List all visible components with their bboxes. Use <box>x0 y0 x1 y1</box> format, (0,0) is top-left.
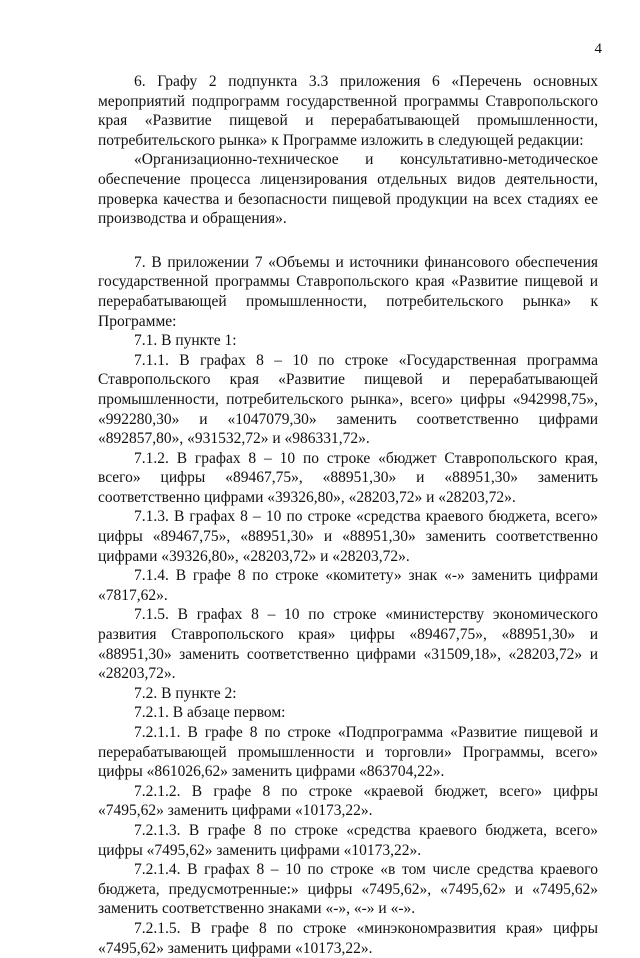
paragraph-7-1: 7.1. В пункте 1: <box>134 332 237 350</box>
paragraph-7: 7. В приложении 7 «Объемы и источники финансового обеспечения государственной программы Ставропольского края «Развитие пищевой и перерабатывающей промышленности, потребительского рынка» к Программе: <box>98 253 598 330</box>
paragraph-7-2-1-2: 7.2.1.2. В графе 8 по строке «краевой бюджет, всего» цифры «7495,62» заменить цифрами «10173,22». <box>98 782 598 820</box>
paragraph-7-2: 7.2. В пункте 2: <box>134 684 237 702</box>
paragraph-6-new-text: «Организационно-техническое и консультативно-методическое обеспечение процесса лицензирования отдельных видов деятельности, проверка качества и безопасности пищевой продукции на всех стадиях ее производства и обращения». <box>98 151 598 228</box>
paragraph-7-2-1-5: 7.2.1.5. В графе 8 по строке «минэкономразвития края» цифры «7495,62» заменить цифрами «10173,22». <box>98 919 598 957</box>
paragraph-6: 6. Графу 2 подпункта 3.3 приложения 6 «Перечень основных мероприятий подпрограмм государственной программы Ставропольского края «Развитие пищевой и перерабатывающей промышленности, потребительского рынка» к Программе изложить в следующей редакции: <box>98 73 598 149</box>
paragraph-7-2-1-4: 7.2.1.4. В графах 8 – 10 по строке «в том числе средства краевого бюджета, предусмотренные:» цифры «7495,62», «7495,62» и «7495,62» заменить соответственно знаками «-», «-» и «-». <box>98 861 598 918</box>
paragraph-7-2-1: 7.2.1. В абзаце первом: <box>134 704 286 722</box>
paragraph-7-1-4: 7.1.4. В графе 8 по строке «комитету» знак «-» заменить цифрами «7817,62». <box>98 567 598 604</box>
document-body <box>98 72 598 958</box>
paragraph-7-2-1-1: 7.2.1.1. В графе 8 по строке «Подпрограмма «Развитие пищевой и перерабатывающей промышленности и торговли» Программы, всего» цифры «861026,62» заменить цифрами «863704,22». <box>98 724 598 781</box>
paragraph-7-1-3: 7.1.3. В графах 8 – 10 по строке «средства краевого бюджета, всего» цифры «89467,75», «88951,30» и «88951,30» заменить соответственно цифрами «39326,80», «28203,72» и «28203,72». <box>98 508 598 565</box>
paragraph-7-1-5: 7.1.5. В графах 8 – 10 по строке «министерству экономического развития Ставропольского края» цифры «89467,75», «88951,30» и «88951,30» заменить соответственно цифрами «31509,18», «28203,72» и «28203,72». <box>98 606 598 683</box>
paragraph-7-2-1-3: 7.2.1.3. В графе 8 по строке «средства краевого бюджета, всего» цифры «7495,62» заменить цифрами «10173,22». <box>98 821 598 859</box>
section-spacer <box>98 229 598 253</box>
paragraph-7-1-1: 7.1.1. В графах 8 – 10 по строке «Государственная программа Ставропольского края «Развитие пищевой и перерабатывающей промышленности, потребительского рынка», всего» цифры «942998,75», «992280,30» и «1047079,30» заменить соответственно цифрами «892857,80», «931532,72» и «986331,72». <box>98 351 598 448</box>
paragraph-7-1-2: 7.1.2. В графах 8 – 10 по строке «бюджет Ставропольского края, всего» цифры «89467,75», «88951,30» и «88951,30» заменить соответственно цифрами «39326,80», «28203,72» и «28203,72». <box>98 449 598 506</box>
page-number: 4 <box>594 41 602 57</box>
